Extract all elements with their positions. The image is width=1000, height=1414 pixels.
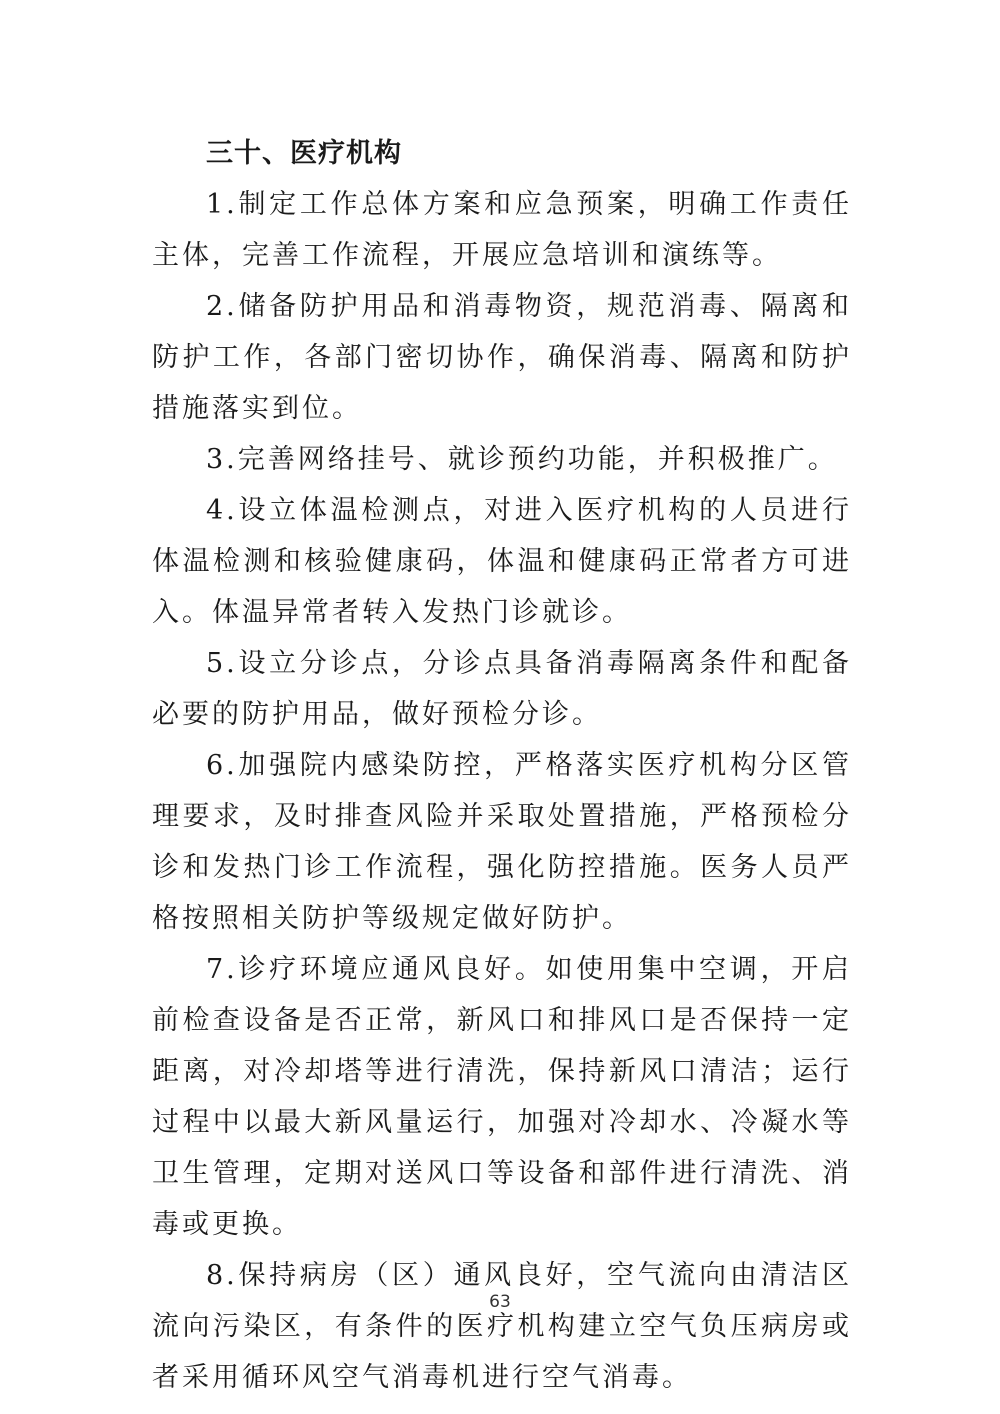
- page-content: [152, 128, 852, 1403]
- section-heading: 三十、医疗机构: [206, 138, 402, 169]
- paragraph-6: 6.加强院内感染防控，严格落实医疗机构分区管理要求，及时排查风险并采取处置措施，严格预检分诊和发热门诊工作流程，强化防控措施。医务人员严格按照相关防护等级规定做好防护。: [152, 750, 852, 934]
- page-number: 63: [489, 1292, 511, 1312]
- paragraph-8: 8.保持病房（区）通风良好，空气流向由清洁区流向污染区，有条件的医疗机构建立空气负压病房或者采用循环风空气消毒机进行空气消毒。: [152, 1260, 852, 1393]
- paragraph-4: 4.设立体温检测点，对进入医疗机构的人员进行体温检测和核验健康码，体温和健康码正常者方可进入。体温异常者转入发热门诊就诊。: [152, 495, 852, 628]
- paragraph-3: 3.完善网络挂号、就诊预约功能，并积极推广。: [206, 444, 838, 475]
- paragraph-7: 7.诊疗环境应通风良好。如使用集中空调，开启前检查设备是否正常，新风口和排风口是否保持一定距离，对冷却塔等进行清洗，保持新风口清洁；运行过程中以最大新风量运行，加强对冷却水、冷凝水等卫生管理，定期对送风口等设备和部件进行清洗、消毒或更换。: [152, 954, 852, 1240]
- paragraph-5: 5.设立分诊点，分诊点具备消毒隔离条件和配备必要的防护用品，做好预检分诊。: [152, 648, 852, 730]
- paragraph-2: 2.储备防护用品和消毒物资，规范消毒、隔离和防护工作，各部门密切协作，确保消毒、隔离和防护措施落实到位。: [152, 291, 852, 424]
- paragraph-1: 1.制定工作总体方案和应急预案，明确工作责任主体，完善工作流程，开展应急培训和演练等。: [152, 189, 852, 271]
